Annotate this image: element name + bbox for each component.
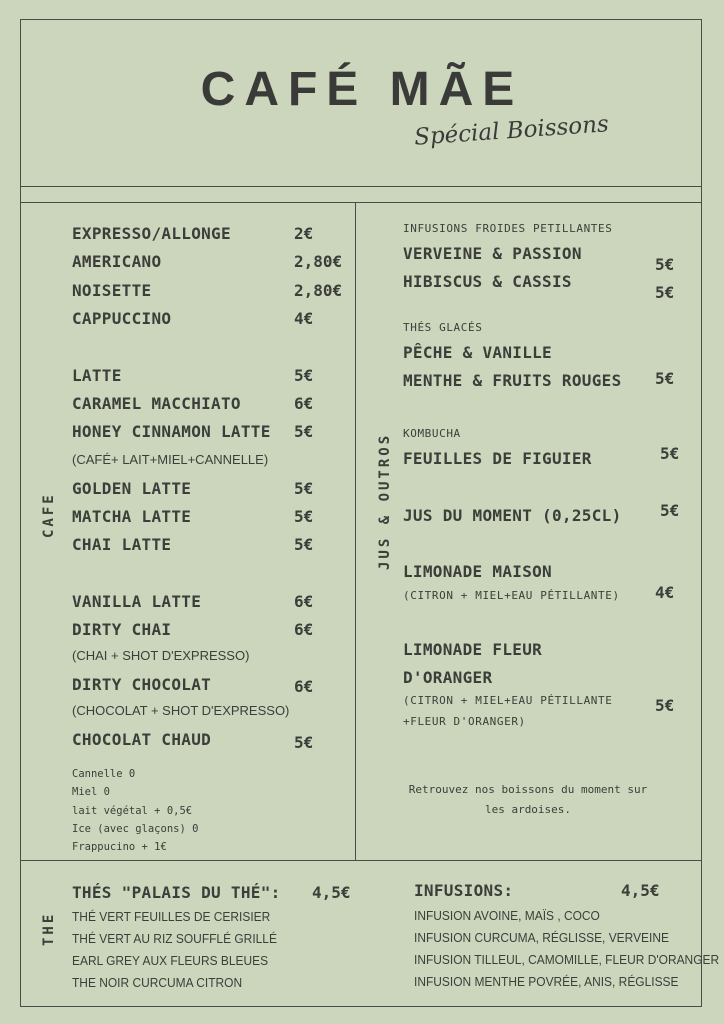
infusions-heading: INFUSIONS: bbox=[414, 881, 514, 900]
extra-item: Cannelle 0 bbox=[72, 768, 136, 780]
cafe-title: CAFÉ MÃE bbox=[200, 63, 524, 116]
cafe-item-name: HONEY CINNAMON LATTE bbox=[72, 422, 271, 441]
jus-item-name: JUS DU MOMENT (0,25CL) bbox=[403, 506, 622, 525]
jus-item-name: LIMONADE MAISON bbox=[403, 562, 552, 581]
cafe-item-name: VANILLA LATTE bbox=[72, 592, 202, 611]
cafe-item-price: 5€ bbox=[294, 535, 314, 554]
jus-item-price: 5€ bbox=[655, 696, 675, 715]
cafe-item-note: (CHAI + SHOT D'EXPRESSO) bbox=[72, 648, 250, 663]
infusion-item: INFUSION MENTHE POVRÉE, ANIS, RÉGLISSE bbox=[414, 974, 679, 989]
cafe-item-name: CARAMEL MACCHIATO bbox=[72, 394, 241, 413]
extra-item: lait végétal + 0,5€ bbox=[72, 805, 193, 817]
cafe-item-name: CAPPUCCINO bbox=[72, 309, 172, 328]
category-heading: INFUSIONS FROIDES PETILLANTES bbox=[403, 222, 613, 235]
side-label-cafe: CAFE bbox=[41, 492, 57, 538]
cafe-item-note: (CAFÉ+ LAIT+MIEL+CANNELLE) bbox=[72, 452, 269, 467]
category-heading: THÉS GLACÉS bbox=[403, 321, 483, 334]
cafe-item-name: CHOCOLAT CHAUD bbox=[72, 730, 212, 749]
the-item: THÉ VERT FEUILLES DE CERISIER bbox=[72, 909, 271, 924]
jus-item-name: MENTHE & FRUITS ROUGES bbox=[403, 371, 622, 390]
the-item: THE NOIR CURCUMA CITRON bbox=[72, 975, 243, 990]
footer-note: Retrouvez nos boissons du moment sur bbox=[408, 783, 648, 796]
column-divider bbox=[355, 202, 356, 860]
cafe-item-price: 5€ bbox=[294, 733, 314, 752]
jus-item-name: FEUILLES DE FIGUIER bbox=[403, 449, 592, 468]
header-divider-bottom bbox=[20, 202, 702, 203]
jus-item-price: 5€ bbox=[660, 501, 680, 520]
cafe-item-price: 6€ bbox=[294, 677, 314, 696]
cafe-item-name: NOISETTE bbox=[72, 281, 152, 300]
cafe-item-name: GOLDEN LATTE bbox=[72, 479, 192, 498]
cafe-item-price: 5€ bbox=[294, 422, 314, 441]
subtitle: Spécial Boissons bbox=[413, 111, 610, 151]
cafe-item-name: EXPRESSO/ALLONGE bbox=[72, 224, 231, 243]
extra-item: Frappucino + 1€ bbox=[72, 841, 167, 853]
infusion-item: INFUSION CURCUMA, RÉGLISSE, VERVEINE bbox=[414, 930, 669, 945]
cafe-item-price: 6€ bbox=[294, 620, 314, 639]
extra-item: Miel 0 bbox=[72, 786, 110, 798]
jus-item-price: 5€ bbox=[655, 369, 675, 388]
jus-item-note: (CITRON + MIEL+EAU PÉTILLANTE) bbox=[403, 589, 620, 602]
footer-note: les ardoises. bbox=[484, 803, 572, 816]
extra-item: Ice (avec glaçons) 0 bbox=[72, 823, 199, 835]
side-label-the: THE bbox=[41, 911, 57, 946]
jus-item-price: 5€ bbox=[660, 444, 680, 463]
jus-item-name: PÊCHE & VANILLE bbox=[403, 343, 552, 362]
cafe-item-note: (CHOCOLAT + SHOT D'EXPRESSO) bbox=[72, 703, 290, 718]
cafe-item-price: 2€ bbox=[294, 224, 314, 243]
cafe-item-name: DIRTY CHOCOLAT bbox=[72, 675, 212, 694]
cafe-item-name: CHAI LATTE bbox=[72, 535, 172, 554]
thes-price: 4,5€ bbox=[312, 883, 351, 902]
cafe-item-price: 6€ bbox=[294, 592, 314, 611]
the-item: EARL GREY AUX FLEURS BLEUES bbox=[72, 953, 269, 968]
the-item: THÉ VERT AU RIZ SOUFFLÉ GRILLÉ bbox=[72, 931, 277, 946]
cafe-item-name: MATCHA LATTE bbox=[72, 507, 192, 526]
header-divider-top bbox=[20, 186, 702, 187]
jus-item-price: 4€ bbox=[655, 583, 675, 602]
jus-item-price: 5€ bbox=[655, 283, 675, 302]
cafe-item-price: 4€ bbox=[294, 309, 314, 328]
cafe-item-price: 6€ bbox=[294, 394, 314, 413]
jus-item-name: VERVEINE & PASSION bbox=[403, 244, 582, 263]
infusion-item: INFUSION AVOINE, MAÏS , COCO bbox=[414, 908, 600, 923]
the-divider bbox=[20, 860, 702, 861]
category-heading: KOMBUCHA bbox=[403, 427, 461, 440]
jus-item-name: HIBISCUS & CASSIS bbox=[403, 272, 572, 291]
infusions-price: 4,5€ bbox=[621, 881, 660, 900]
thes-heading: THÉS "PALAIS DU THÉ": bbox=[72, 883, 281, 902]
jus-item-price: 5€ bbox=[655, 255, 675, 274]
cafe-item-price: 5€ bbox=[294, 479, 314, 498]
cafe-item-price: 5€ bbox=[294, 366, 314, 385]
cafe-item-name: LATTE bbox=[72, 366, 122, 385]
side-label-jus: JUS & OUTROS bbox=[377, 432, 393, 570]
cafe-item-price: 2,80€ bbox=[294, 281, 343, 300]
cafe-item-name: AMERICANO bbox=[72, 252, 162, 271]
cafe-item-price: 5€ bbox=[294, 507, 314, 526]
jus-item-name: LIMONADE FLEUR bbox=[403, 640, 543, 659]
jus-item-note: +FLEUR D'ORANGER) bbox=[403, 715, 526, 728]
infusion-item: INFUSION TILLEUL, CAMOMILLE, FLEUR D'ORANGER bbox=[414, 952, 720, 967]
jus-item-note: (CITRON + MIEL+EAU PÉTILLANTE bbox=[403, 694, 613, 707]
cafe-item-price: 2,80€ bbox=[294, 252, 343, 271]
cafe-item-name: DIRTY CHAI bbox=[72, 620, 172, 639]
jus-item-name: D'ORANGER bbox=[403, 668, 493, 687]
